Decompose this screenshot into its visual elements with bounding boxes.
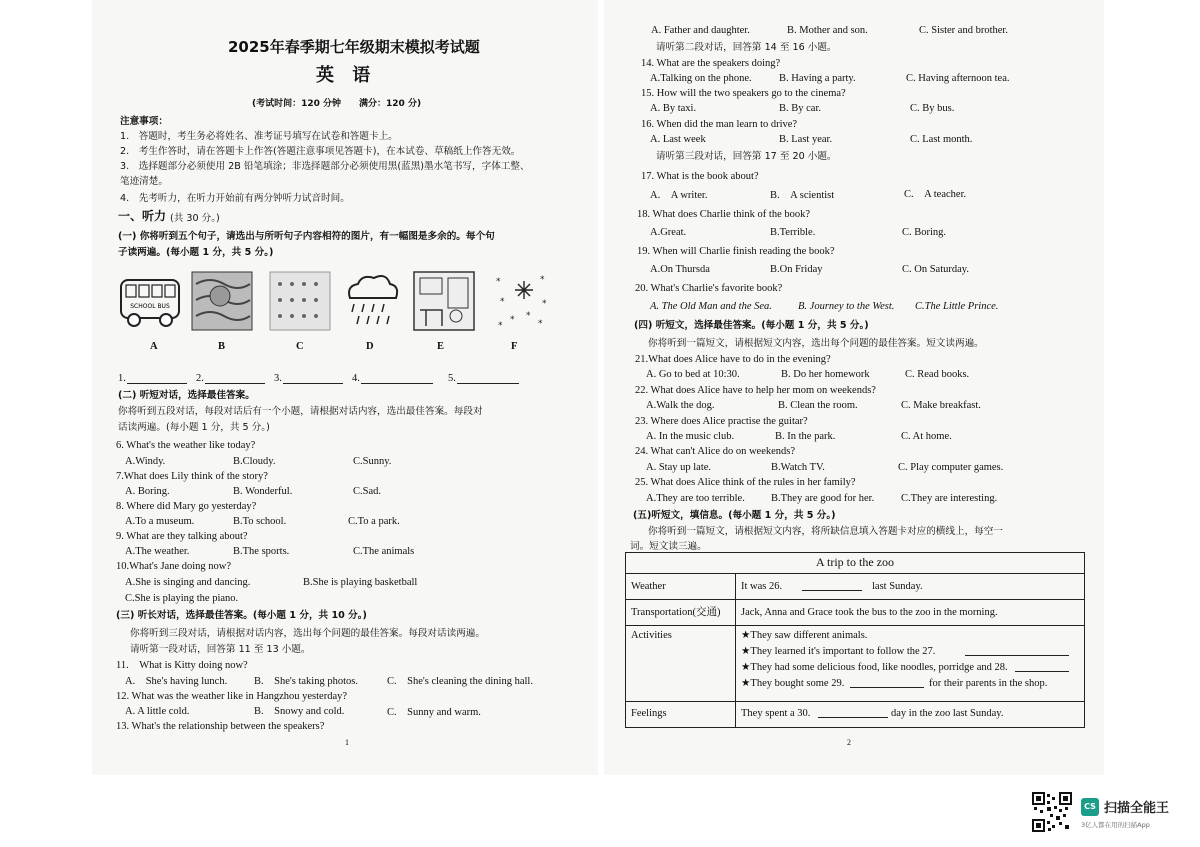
question-21: 21.What does Alice have to do in the evening? (635, 354, 831, 365)
part2-instruction: 你将听到五段对话，每段对话后有一个小题，请根据对话内容，选出最佳答案。每段对 (118, 406, 483, 417)
q7-option-c[interactable]: C.Sad. (353, 486, 382, 497)
q11-option-b[interactable]: B. She's taking photos. (254, 676, 358, 687)
answer-blank-2[interactable] (205, 373, 265, 384)
q11-option-c[interactable]: C. She's cleaning the dining hall. (387, 676, 533, 687)
q20-option-b[interactable]: B. Journey to the West. (798, 301, 895, 312)
q13-option-a[interactable]: A. Father and daughter. (651, 25, 750, 36)
picture-label-e: E (437, 341, 445, 352)
answer-label-4: 4. (352, 373, 360, 384)
question-9: 9. What are they talking about? (116, 531, 248, 542)
q23-option-c[interactable]: C. At home. (901, 431, 952, 442)
school-bus-text: SCHOOL BUS (130, 303, 170, 310)
answer-label-2: 2. (196, 373, 204, 384)
q17-option-b[interactable]: B. A scientist (770, 190, 835, 201)
question-15: 15. How will the two speakers go to the cinema? (641, 88, 846, 99)
q14-option-b[interactable]: B. Having a party. (779, 73, 856, 84)
answer-label-3: 3. (274, 373, 282, 384)
q10-option-c[interactable]: C.She is playing the piano. (125, 593, 239, 604)
q7-option-b[interactable]: B. Wonderful. (233, 486, 293, 497)
activity-2: ★They learned it's important to follow the 27. (741, 646, 936, 657)
exam-info: (考试时间：120 分钟 满分：120 分) (252, 99, 422, 109)
q12-option-b[interactable]: B. Snowy and cold. (254, 706, 345, 717)
answer-blank-26[interactable] (802, 580, 862, 591)
part2-title: (二) 听短对话，选择最佳答案。 (118, 390, 255, 401)
app-watermark-name: 扫描全能王 (1104, 801, 1170, 816)
q9-option-a[interactable]: A.The weather. (125, 546, 190, 557)
table-row-activities (626, 625, 1084, 701)
part3-title: (三) 听长对话，选择最佳答案。(每小题 1 分，共 10 分。) (116, 610, 367, 621)
answer-blank-5[interactable] (457, 373, 519, 384)
question-8: 8. Where did Mary go yesterday? (116, 501, 257, 512)
q25-option-b[interactable]: B.They are good for her. (771, 493, 875, 504)
feelings-value: They spent a 30. (741, 708, 811, 719)
transportation-value: Jack, Anna and Grace took the bus to the zoo in the morning. (741, 607, 998, 618)
q20-option-a[interactable]: A. The Old Man and the Sea. (650, 301, 772, 312)
weather-value: It was 26. (741, 581, 783, 592)
svg-text:*: * (500, 297, 505, 307)
table-row-weather (626, 573, 1084, 599)
answer-blank-3[interactable] (283, 373, 343, 384)
feelings-value-end: day in the zoo last Sunday. (891, 708, 1004, 719)
q18-option-c[interactable]: C. Boring. (902, 227, 947, 238)
answer-blank-4[interactable] (361, 373, 433, 384)
subject-title: 英 语 (316, 65, 377, 86)
question-10: 10.What's Jane doing now? (116, 561, 232, 572)
section1-score: (共 30 分。) (170, 213, 220, 224)
exam-title: 2025年春季期七年级期末模拟考试题 (228, 38, 480, 56)
classroom-scene-icon (412, 270, 476, 332)
dialog1-note: 请听第一段对话，回答第 11 至 13 小题。 (130, 644, 311, 655)
part3-instruction: 你将听到三段对话，请根据对话内容，选出每个问题的最佳答案。每段对话读两遍。 (130, 628, 485, 639)
q25-option-a[interactable]: A.They are too terrible. (646, 493, 745, 504)
page-number-2: 2 (847, 738, 851, 747)
part4-instruction: 你将听到一篇短文，请根据短文内容，选出每个问题的最佳答案。短文读两遍。 (648, 338, 984, 349)
question-6: 6. What's the weather like today? (116, 440, 256, 451)
q14-option-a[interactable]: A.Talking on the phone. (650, 73, 752, 84)
transportation-label: Transportation(交通) (631, 607, 721, 618)
q7-option-a[interactable]: A. Boring. (125, 486, 170, 497)
q9-option-b[interactable]: B.The sports. (233, 546, 290, 557)
question-16: 16. When did the man learn to drive? (641, 119, 798, 130)
note-3: 3. 选择题部分必须使用 2B 铅笔填涂；非选择题部分必须使用黑(蓝黑)墨水笔书写，字体工整、 (120, 161, 530, 172)
question-11: 11. What is Kitty doing now? (116, 660, 248, 671)
q9-option-c[interactable]: C.The animals (353, 546, 415, 557)
dialog2-note: 请听第二段对话，回答第 14 至 16 小题。 (656, 42, 837, 53)
notes-title: 注意事项： (120, 116, 168, 127)
q6-option-b[interactable]: B.Cloudy. (233, 456, 276, 467)
picture-label-a: A (150, 341, 158, 352)
picture-label-c: C (296, 341, 304, 352)
answer-blank-1[interactable] (127, 373, 187, 384)
picture-label-b: B (218, 341, 226, 352)
feelings-label: Feelings (631, 708, 667, 719)
weather-value-end: last Sunday. (872, 581, 923, 592)
note-3-cont: 笔迹清楚。 (120, 176, 168, 187)
answer-blank-28[interactable] (1015, 661, 1069, 672)
q11-option-a[interactable]: A. She's having lunch. (125, 676, 228, 687)
question-23: 23. Where does Alice practise the guitar? (635, 416, 808, 427)
activity-4-end: for their parents in the shop. (929, 678, 1048, 689)
part1-instruction-cont: 子读两遍。(每小题 1 分，共 5 分。) (118, 247, 274, 258)
q21-option-a[interactable]: A. Go to bed at 10:30. (646, 369, 740, 380)
q22-option-b[interactable]: B. Clean the room. (778, 400, 858, 411)
q25-option-c[interactable]: C.They are interesting. (901, 493, 998, 504)
q20-option-c[interactable]: C.The Little Prince. (915, 301, 999, 312)
svg-text:*: * (496, 277, 501, 287)
q13-option-b[interactable]: B. Mother and son. (787, 25, 868, 36)
part5-title: (五)听短文，填信息。(每小题 1 分，共 5 分。) (633, 510, 836, 521)
q18-option-b[interactable]: B.Terrible. (770, 227, 816, 238)
app-watermark-tagline: 3亿人都在用的扫描App (1081, 821, 1150, 829)
rain-cloud-icon (340, 270, 404, 332)
q16-option-a[interactable]: A. Last week (650, 134, 706, 145)
activity-4: ★They bought some 29. (741, 678, 845, 689)
dialog3-note: 请听第三段对话，回答第 17 至 20 小题。 (656, 151, 837, 162)
section1-title: 一、听力 (118, 209, 167, 223)
weather-label: Weather (631, 581, 666, 592)
q16-option-b[interactable]: B. Last year. (779, 134, 833, 145)
question-25: 25. What does Alice think of the rules in her family? (635, 477, 856, 488)
q18-option-a[interactable]: A.Great. (650, 227, 687, 238)
q13-option-c[interactable]: C. Sister and brother. (919, 25, 1008, 36)
q24-option-a[interactable]: A. Stay up late. (646, 462, 712, 473)
answer-blank-27[interactable] (965, 645, 1069, 656)
q10-option-b[interactable]: B.She is playing basketball (303, 577, 418, 588)
q6-option-c[interactable]: C.Sunny. (353, 456, 392, 467)
activity-1: ★They saw different animals. (741, 630, 868, 641)
q12-option-c[interactable]: C. Sunny and warm. (387, 707, 481, 718)
activity-3: ★They had some delicious food, like noodles, porridge and 28. (741, 662, 1008, 673)
q19-option-c[interactable]: C. On Saturday. (902, 264, 969, 275)
part5-instruction: 你将听到一篇短文，请根据短文内容，将所缺信息填入答题卡对应的横线上，每空一 (648, 526, 1003, 537)
q8-option-a[interactable]: A.To a museum. (125, 516, 195, 527)
q22-option-a[interactable]: A.Walk the dog. (646, 400, 715, 411)
answer-label-5: 5. (448, 373, 456, 384)
q23-option-a[interactable]: A. In the music club. (646, 431, 735, 442)
q19-option-a[interactable]: A.On Thursda (650, 264, 710, 275)
part1-instruction: (一) 你将听到五个句子，请选出与所听句子内容相符的图片，有一幅图是多余的。每个句 (118, 231, 495, 242)
part5-instruction-cont: 词。短文读三遍。 (630, 541, 707, 552)
qr-code-icon (1032, 792, 1072, 832)
windy-scene-icon (190, 270, 254, 332)
question-13: 13. What's the relationship between the speakers? (116, 721, 325, 732)
answer-blank-30[interactable] (818, 707, 888, 718)
q15-option-a[interactable]: A. By taxi. (650, 103, 697, 114)
table-title: A trip to the zoo (816, 555, 894, 569)
question-20: 20. What's Charlie's favorite book? (635, 283, 783, 294)
note-4: 4. 先考听力，在听力开始前有两分钟听力试音时间。 (120, 193, 350, 204)
q23-option-b[interactable]: B. In the park. (775, 431, 836, 442)
note-1: 1. 答题时，考生务必将姓名、准考证号填写在试卷和答题卡上。 (120, 131, 398, 142)
question-14: 14. What are the speakers doing? (641, 58, 781, 69)
table-row-transportation (626, 599, 1084, 625)
note-2: 2. 考生作答时，请在答题卡上作答(答题注意事项见答题卡)，在本试卷、草稿纸上作答无效。 (120, 146, 521, 157)
q8-option-c[interactable]: C.To a park. (348, 516, 400, 527)
activities-label: Activities (631, 630, 672, 641)
q15-option-c[interactable]: C. By bus. (910, 103, 955, 114)
answer-label-1: 1. (118, 373, 126, 384)
q15-option-b[interactable]: B. By car. (779, 103, 821, 114)
q19-option-b[interactable]: B.On Friday (770, 264, 823, 275)
q16-option-c[interactable]: C. Last month. (910, 134, 973, 145)
question-22: 22. What does Alice have to help her mom on weekends? (635, 385, 876, 396)
cloudy-dots-icon (268, 270, 332, 332)
q22-option-c[interactable]: C. Make breakfast. (901, 400, 981, 411)
question-7: 7.What does Lily think of the story? (116, 471, 268, 482)
q6-option-a[interactable]: A.Windy. (125, 456, 166, 467)
part2-instruction-cont: 话读两遍。(每小题 1 分，共 5 分。) (118, 422, 270, 433)
svg-text:*: * (526, 311, 531, 321)
q21-option-b[interactable]: B. Do her homework (781, 369, 870, 380)
question-24: 24. What can't Alice do on weekends? (635, 446, 796, 457)
q12-option-a[interactable]: A. A little cold. (125, 706, 190, 717)
svg-text:*: * (538, 319, 543, 329)
zoo-trip-table (625, 552, 1085, 728)
question-17: 17. What is the book about? (641, 171, 759, 182)
q21-option-c[interactable]: C. Read books. (905, 369, 970, 380)
page-number-1: 1 (345, 738, 349, 747)
picture-label-d: D (366, 341, 374, 352)
table-row-feelings (626, 701, 1084, 727)
svg-text:*: * (498, 321, 503, 331)
q17-option-c[interactable]: C. A teacher. (904, 189, 967, 200)
q8-option-b[interactable]: B.To school. (233, 516, 287, 527)
answer-blank-29[interactable] (850, 677, 924, 688)
part4-title: (四) 听短文，选择最佳答案。(每小题 1 分，共 5 分。) (634, 320, 869, 331)
question-12: 12. What was the weather like in Hangzhou yesterday? (116, 691, 348, 702)
school-bus-icon (118, 270, 182, 332)
question-18: 18. What does Charlie think of the book? (637, 209, 811, 220)
q17-option-a[interactable]: A. A writer. (650, 190, 708, 201)
picture-label-f: F (511, 341, 518, 352)
q14-option-c[interactable]: C. Having afternoon tea. (906, 73, 1010, 84)
camscanner-logo-icon: CS (1081, 798, 1099, 816)
q10-option-a[interactable]: A.She is singing and dancing. (125, 577, 251, 588)
svg-text:*: * (510, 315, 515, 325)
q24-option-c[interactable]: C. Play computer games. (898, 462, 1004, 473)
svg-text:*: * (540, 275, 545, 285)
question-19: 19. When will Charlie finish reading the book? (637, 246, 835, 257)
q24-option-b[interactable]: B.Watch TV. (771, 462, 825, 473)
svg-text:*: * (542, 299, 547, 309)
snow-icon (490, 270, 554, 332)
